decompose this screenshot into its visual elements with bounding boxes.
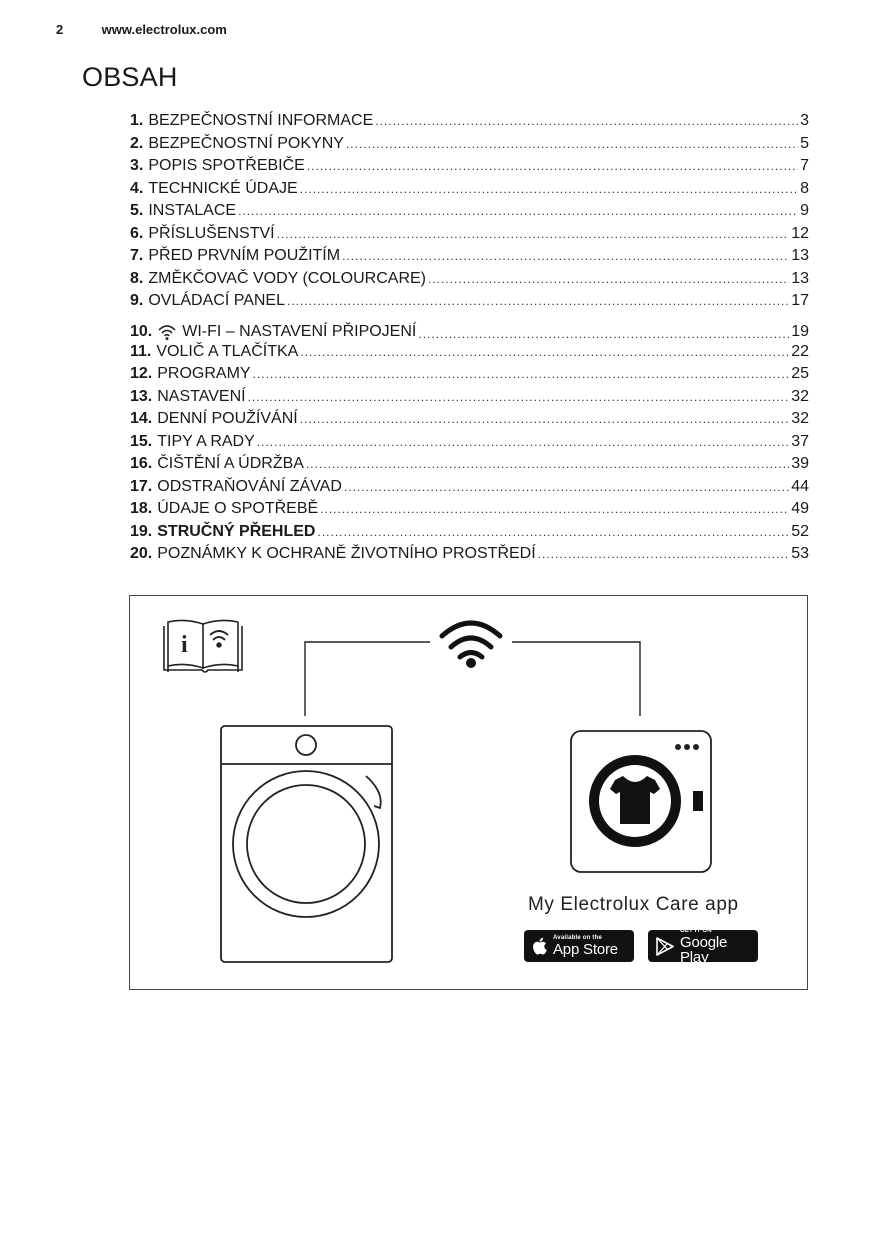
toc-entry[interactable]	[130, 365, 809, 388]
toc-label: STRUČNÝ PŘEHLED	[157, 522, 316, 540]
toc-number: 20.	[130, 545, 153, 562]
toc-page: 25	[791, 365, 809, 382]
toc-label: NASTAVENÍ	[157, 387, 246, 405]
toc-number: 4.	[130, 179, 144, 197]
toc-leader	[344, 480, 789, 494]
toc-label: ZMĚKČOVAČ VODY (COLOURCARE)	[148, 269, 427, 287]
toc-page: 32	[791, 410, 809, 427]
washing-machine-icon	[221, 726, 392, 962]
book-wifi-icon	[210, 631, 228, 647]
toc-entry[interactable]	[130, 478, 809, 501]
toc-label: PROGRAMY	[157, 365, 251, 382]
website-url[interactable]: www.electrolux.com	[101, 22, 227, 37]
toc-leader	[307, 159, 798, 173]
toc-number: 9.	[130, 292, 144, 309]
google-play-badge[interactable]	[648, 927, 758, 966]
toc-label: POZNÁMKY K OCHRANĚ ŽIVOTNÍHO PROSTŘEDÍ	[157, 545, 536, 562]
toc-entry[interactable]	[130, 388, 809, 411]
toc-number: 7.	[130, 247, 144, 264]
page-number: 2	[56, 22, 64, 37]
toc-leader	[317, 525, 789, 539]
toc-leader	[300, 182, 798, 196]
google-play-icon	[656, 937, 674, 956]
toc-page: 37	[791, 432, 809, 450]
app-connection-illustration	[129, 595, 808, 990]
toc-label: BEZPEČNOSTNÍ POKYNY	[148, 134, 344, 152]
toc-label: ODSTRAŇOVÁNÍ ZÁVAD	[157, 477, 342, 495]
page-title: OBSAH	[82, 62, 178, 92]
wifi-dot	[466, 658, 476, 668]
manual-book-icon	[164, 620, 242, 672]
toc-leader	[300, 412, 789, 426]
toc-label: TECHNICKÉ ÚDAJE	[148, 179, 298, 197]
gplay-small-text: GET IT ON	[680, 927, 712, 934]
toc-leader	[257, 435, 789, 449]
toc-entry[interactable]	[130, 545, 809, 568]
toc-number: 2.	[130, 134, 144, 152]
toc-page: 22	[791, 342, 809, 360]
toc-number: 3.	[130, 157, 144, 174]
toc-leader	[253, 367, 790, 381]
toc-page: 3	[800, 112, 809, 129]
toc-page: 32	[791, 387, 809, 405]
toc-entry[interactable]	[130, 270, 809, 293]
toc-leader	[428, 272, 789, 286]
toc-number: 19.	[130, 522, 153, 540]
toc-page: 13	[791, 247, 809, 264]
toc-leader	[287, 294, 789, 308]
toc-leader	[320, 502, 789, 516]
toc-page: 53	[791, 545, 809, 562]
toc-label: TIPY A RADY	[157, 432, 255, 450]
toc-leader	[538, 547, 790, 561]
toc-leader	[418, 327, 789, 341]
toc-page: 8	[800, 179, 809, 197]
wifi-signal-icon	[442, 623, 500, 657]
toc-entry[interactable]	[130, 315, 809, 343]
toc-page: 19	[791, 322, 809, 340]
toc-page: 44	[791, 477, 809, 495]
toc-number: 1.	[130, 112, 144, 129]
toc-label: POPIS SPOTŘEBIČE	[148, 157, 305, 174]
toc-number: 17.	[130, 477, 153, 495]
toc-entry[interactable]	[130, 455, 809, 478]
toc-entry[interactable]	[130, 343, 809, 366]
toc-leader	[300, 345, 789, 359]
toc-number: 8.	[130, 269, 144, 287]
toc-number: 15.	[130, 432, 153, 450]
toc-label: ČIŠTĚNÍ A ÚDRŽBA	[157, 455, 304, 472]
app-store-badge[interactable]	[524, 930, 634, 962]
toc-label: BEZPEČNOSTNÍ INFORMACE	[148, 112, 374, 129]
toc-entry[interactable]	[130, 225, 809, 248]
toc-number: 14.	[130, 410, 153, 427]
toc-page: 7	[800, 157, 809, 174]
toc-label: PŘED PRVNÍM POUŽITÍM	[148, 247, 341, 264]
toc-leader	[277, 227, 790, 241]
page-header	[56, 22, 227, 37]
phone-app-icon	[571, 731, 711, 872]
toc-leader	[248, 390, 790, 404]
toc-label: ÚDAJE O SPOTŘEBĚ	[157, 500, 319, 517]
toc-entry[interactable]	[130, 180, 809, 203]
toc-entry[interactable]	[130, 410, 809, 433]
toc-entry[interactable]	[130, 135, 809, 158]
toc-leader	[346, 137, 798, 151]
toc-label: VOLIČ A TLAČÍTKA	[156, 342, 299, 360]
toc-label: DENNÍ POUŽÍVÁNÍ	[157, 410, 298, 427]
toc-leader	[342, 249, 789, 263]
toc-number: 6.	[130, 224, 144, 242]
toc-number: 5.	[130, 202, 144, 219]
toc-page: 12	[791, 224, 809, 242]
toc-entry[interactable]	[130, 500, 809, 523]
info-letter: i	[181, 632, 188, 658]
toc-entry[interactable]	[130, 433, 809, 456]
toc-page: 9	[800, 202, 809, 219]
app-name: My Electrolux Care app	[528, 894, 739, 915]
toc-page: 13	[791, 269, 809, 287]
toc-number: 18.	[130, 500, 153, 517]
toc-entry[interactable]	[130, 292, 809, 315]
toc-leader	[238, 204, 798, 218]
toc-page: 49	[791, 500, 809, 517]
gplay-big-text: Google Play	[680, 933, 728, 966]
appstore-small-text: Available on the	[553, 935, 602, 941]
toc-label: PŘÍSLUŠENSTVÍ	[148, 224, 275, 242]
toc-label: WI-FI – NASTAVENÍ PŘIPOJENÍ	[182, 322, 417, 340]
toc-leader	[375, 114, 798, 128]
toc-page: 17	[791, 292, 809, 309]
toc-number: 10.	[130, 322, 153, 340]
toc-number: 12.	[130, 365, 153, 382]
toc-page: 52	[791, 522, 809, 540]
wifi-icon	[157, 323, 177, 341]
toc-leader	[306, 457, 789, 471]
toc-label: OVLÁDACÍ PANEL	[148, 292, 285, 309]
toc-page: 39	[791, 455, 809, 472]
toc-entry[interactable]	[130, 523, 809, 546]
toc-entry[interactable]	[130, 112, 809, 135]
toc-number: 16.	[130, 455, 153, 472]
toc-entry[interactable]	[130, 202, 809, 225]
toc-number: 13.	[130, 387, 153, 405]
toc-number: 11.	[130, 342, 152, 360]
apple-icon	[532, 937, 547, 955]
toc-label: INSTALACE	[148, 202, 237, 219]
toc-entry[interactable]	[130, 247, 809, 270]
appstore-big-text: App Store	[553, 941, 618, 958]
table-of-contents	[130, 112, 809, 568]
toc-entry[interactable]	[130, 157, 809, 180]
toc-page: 5	[800, 134, 809, 152]
